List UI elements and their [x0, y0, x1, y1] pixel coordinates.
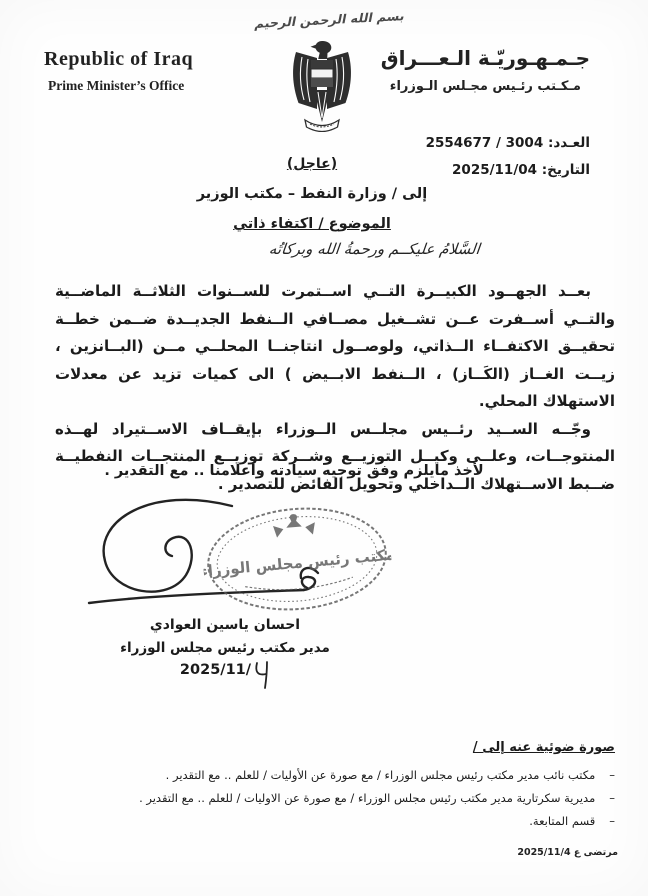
list-dash: –	[609, 814, 615, 828]
body-paragraph-1: بعــد الجهــود الكبيــرة التــي اســتمرت للســنوات الثلاثــة الماضــية والتــي أســفرت عــن تشــغيل مصــافي الــنفط الجديــدة ضــمن خطــة تحقيــق الاكتفــاء الــذاتي، ولوصــول انتاجنــا المحلــي مــن (البــانزين ، زيــت الغــاز (الكَــاز) ، الــنفط الابــيض ) الى كميات تزيد عن معدلات الاستهلاك المحلي.	[55, 282, 615, 410]
addressee-line: إلى / وزارة النفط – مكتب الوزير	[196, 186, 428, 202]
list-dash: –	[609, 768, 615, 782]
letterhead-arabic	[381, 46, 590, 94]
iraq-coat-of-arms-icon	[290, 40, 354, 132]
subject-line: الموضوع / اكتفاء ذاتي	[233, 216, 391, 232]
official-office-stamp	[199, 496, 396, 622]
urgency-marker: (عاجل)	[286, 156, 338, 172]
date-label: التاريخ:	[541, 162, 590, 178]
signatory-block	[118, 617, 332, 690]
signature-date-printed: 2025/11/	[179, 662, 252, 678]
handwritten-day-mark	[254, 660, 270, 690]
office-name-english: Prime Minister’s Office	[48, 78, 185, 93]
signatory-name: احسان ياسين العوادي	[149, 617, 301, 633]
letter-number-line	[426, 130, 590, 157]
closing-line: لأخذ مايلزم وفق توجيه سيادته واعلامنا .. مع التقدير .	[104, 463, 484, 479]
number-value: 2554677 / 3004	[425, 135, 544, 151]
copy-recipient-item: –مديرية سكرتارية مدير مكتب رئيس مجلس الوزراء / مع صورة عن الاوليات / للعلم .. مع التقدير .	[139, 787, 615, 810]
copy-recipient-item: –مكتب نائب مدير مكتب رئيس مجلس الوزراء / مع صورة عن الأوليات / للعلم .. مع التقدير .	[139, 764, 615, 787]
letterhead-english	[44, 48, 193, 94]
number-label: العـدد:	[547, 135, 590, 151]
date-value: 2025/11/04	[452, 162, 538, 178]
body-paragraph-2: وجّــه الســيد رئــيس مجلــس الــوزراء بإيقــاف الاســتيراد لهــذه المنتوجــات، وعلــى وكيــل التوزيــع وشــركة توزيــع المنتجــات النفطيــة ضــبط الاســتهلاك الــداخلي وتحويل الفائض للتصدير .	[55, 419, 615, 493]
office-name-arabic: مـكـتب رئـيس مجـلس الـوزراء	[389, 79, 581, 94]
islamic-greeting: السَّلامُ عليكــم ورحمةُ الله وبركاتُه	[268, 240, 481, 258]
list-dash: –	[609, 791, 615, 805]
copy-recipient-item: –قسم المتابعة.	[139, 810, 615, 833]
bismillah-calligraphy: بسم الله الرحمن الرحيم	[253, 8, 407, 31]
copies-title: صورة ضوئية عنه إلى /	[472, 740, 615, 755]
stamp-text: مكتب رئيس مجلس الوزراء	[199, 545, 396, 581]
typist-annotation: مرتضى ع 2025/11/4	[517, 847, 618, 858]
country-name-arabic: جـمـهـوريّـة الـعـــراق	[380, 46, 590, 70]
signatory-title: مدير مكتب رئيس مجلس الوزراء	[120, 640, 330, 656]
signature-date-line	[118, 662, 332, 690]
copies-section	[139, 740, 615, 833]
country-name-english: Republic of Iraq	[44, 48, 194, 70]
